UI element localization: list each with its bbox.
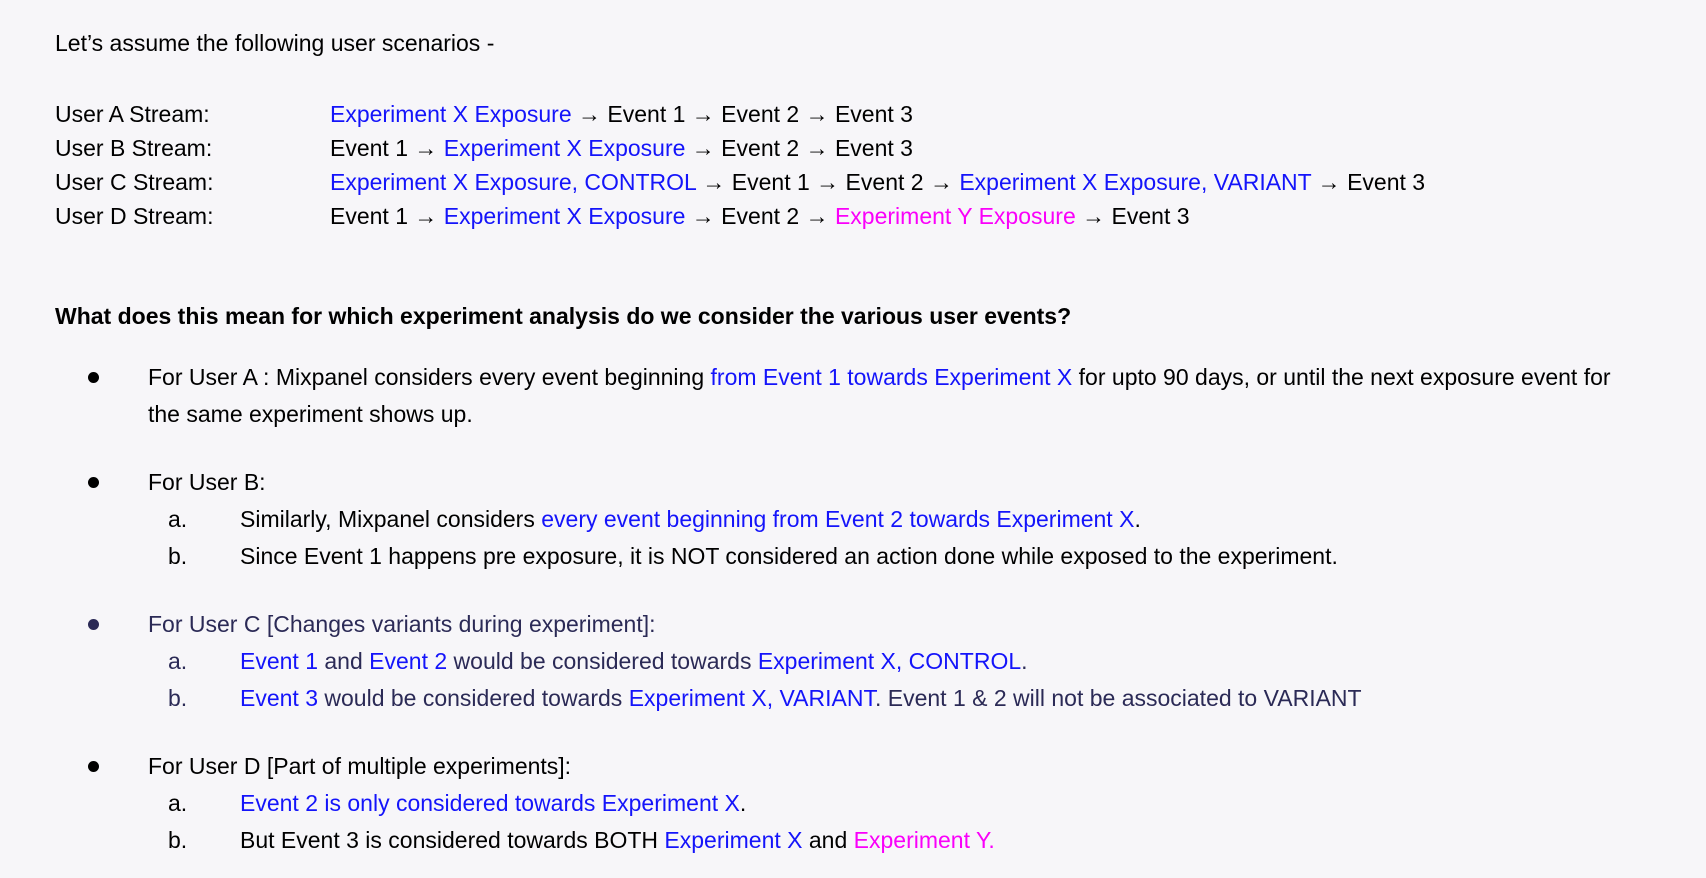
bullet-row bbox=[55, 606, 1706, 643]
subitem-text bbox=[240, 680, 1362, 717]
stream-row-user-c bbox=[55, 165, 1706, 199]
list-subitem bbox=[55, 785, 1706, 822]
text-segment: Event 2 bbox=[369, 648, 448, 674]
bullet-heading bbox=[148, 748, 571, 785]
text-segment: For User C [Changes variants during experiment]: bbox=[148, 611, 656, 637]
text-segment: For User A : Mixpanel considers every event beginning bbox=[148, 364, 711, 390]
text-segment: Event 1 bbox=[240, 648, 318, 674]
text-segment: Experiment X Exposure, VARIANT bbox=[959, 169, 1312, 195]
bullet-row bbox=[55, 359, 1706, 433]
text-segment: But Event 3 is considered towards BOTH bbox=[240, 827, 665, 853]
bullet-section-user-b bbox=[55, 464, 1706, 575]
bullet-icon bbox=[88, 619, 99, 630]
list-subitem bbox=[55, 680, 1706, 717]
stream-value bbox=[330, 131, 913, 165]
bullet-section-user-c bbox=[55, 606, 1706, 717]
text-segment: For User B: bbox=[148, 469, 266, 495]
text-segment: Experiment Y Exposure bbox=[834, 203, 1076, 229]
subitem-marker: b. bbox=[168, 685, 188, 711]
stream-value bbox=[330, 97, 913, 131]
subitem-marker: a. bbox=[168, 790, 188, 816]
text-segment: → Event 2 → Event 3 bbox=[685, 135, 913, 161]
text-segment: Event 2 is only considered towards Experiment X bbox=[240, 790, 740, 816]
bullet-heading bbox=[148, 464, 266, 501]
text-segment: Experiment X Exposure, CONTROL bbox=[330, 169, 696, 195]
text-segment: → Event 1 → Event 2 → bbox=[696, 169, 960, 195]
list-subitem bbox=[55, 822, 1706, 859]
bullet-heading bbox=[148, 359, 1643, 433]
subitem-text bbox=[240, 822, 995, 859]
text-segment: → Event 2 → bbox=[685, 203, 835, 229]
stream-row-user-b bbox=[55, 131, 1706, 165]
text-segment: Event 1 → bbox=[330, 135, 444, 161]
text-segment: . bbox=[1134, 506, 1141, 532]
question-heading: What does this mean for which experiment analysis do we consider the various user events? bbox=[55, 303, 1072, 329]
text-segment: Experiment X Exposure bbox=[330, 101, 572, 127]
text-segment: . bbox=[739, 790, 747, 816]
text-segment: . Event 1 & 2 will not be associated to VARIANT bbox=[874, 685, 1362, 711]
text-segment: and bbox=[802, 827, 854, 853]
text-segment: Event 1 → bbox=[330, 203, 444, 229]
text-segment: → Event 3 bbox=[1075, 203, 1190, 229]
stream-label: User B Stream: bbox=[55, 135, 213, 161]
list-subitem bbox=[55, 501, 1706, 538]
list-subitem bbox=[55, 538, 1706, 575]
user-streams-block bbox=[55, 97, 1706, 233]
text-segment: Since Event 1 happens pre exposure, it is NOT considered an action done while exposed to the experiment. bbox=[240, 543, 1338, 569]
subitem-text bbox=[240, 643, 1028, 680]
intro-title: Let’s assume the following user scenarios - bbox=[55, 30, 495, 56]
bullet-section-user-a bbox=[55, 359, 1706, 433]
stream-label: User D Stream: bbox=[55, 203, 214, 229]
text-segment: Experiment X bbox=[664, 827, 803, 853]
subitem-text bbox=[240, 538, 1338, 575]
text-segment: from Event 1 towards Experiment X bbox=[710, 364, 1073, 390]
text-segment: Experiment X, CONTROL bbox=[757, 648, 1022, 674]
stream-label: User A Stream: bbox=[55, 101, 210, 127]
text-segment: For User D [Part of multiple experiments]: bbox=[148, 753, 572, 779]
stream-row-user-a bbox=[55, 97, 1706, 131]
subitem-text bbox=[240, 501, 1141, 538]
stream-value bbox=[330, 199, 1190, 233]
subitem-marker: a. bbox=[168, 506, 188, 532]
text-segment: Similarly, Mixpanel considers bbox=[240, 506, 542, 532]
text-segment: . bbox=[1021, 648, 1028, 674]
bullet-row bbox=[55, 464, 1706, 501]
text-segment: Experiment Y. bbox=[853, 827, 995, 853]
bullet-row bbox=[55, 748, 1706, 785]
text-segment: Event 3 bbox=[240, 685, 318, 711]
text-segment: every event beginning from Event 2 towards Experiment X bbox=[541, 506, 1135, 532]
stream-label: User C Stream: bbox=[55, 169, 214, 195]
bullet-icon bbox=[88, 761, 99, 772]
subitem-marker: b. bbox=[168, 827, 188, 853]
text-segment: → Event 1 → Event 2 → Event 3 bbox=[571, 101, 913, 127]
text-segment: → Event 3 bbox=[1311, 169, 1426, 195]
subitem-text bbox=[240, 785, 746, 822]
subitem-marker: b. bbox=[168, 543, 188, 569]
bullet-icon bbox=[88, 372, 99, 383]
text-segment: would be considered towards bbox=[318, 685, 629, 711]
text-segment: Experiment X, VARIANT bbox=[628, 685, 875, 711]
stream-row-user-d bbox=[55, 199, 1706, 233]
text-segment: Experiment X Exposure bbox=[443, 203, 686, 229]
text-segment: for upto 90 days, or until the next exposure event for the same experiment shows up. bbox=[148, 364, 1611, 427]
text-segment: and bbox=[318, 648, 370, 674]
list-subitem bbox=[55, 643, 1706, 680]
text-segment: Experiment X Exposure bbox=[443, 135, 686, 161]
text-segment: would be considered towards bbox=[447, 648, 758, 674]
bullet-icon bbox=[88, 477, 99, 488]
subitem-marker: a. bbox=[168, 648, 188, 674]
stream-value bbox=[330, 165, 1425, 199]
bullet-section-user-d bbox=[55, 748, 1706, 859]
bullet-heading bbox=[148, 606, 656, 643]
